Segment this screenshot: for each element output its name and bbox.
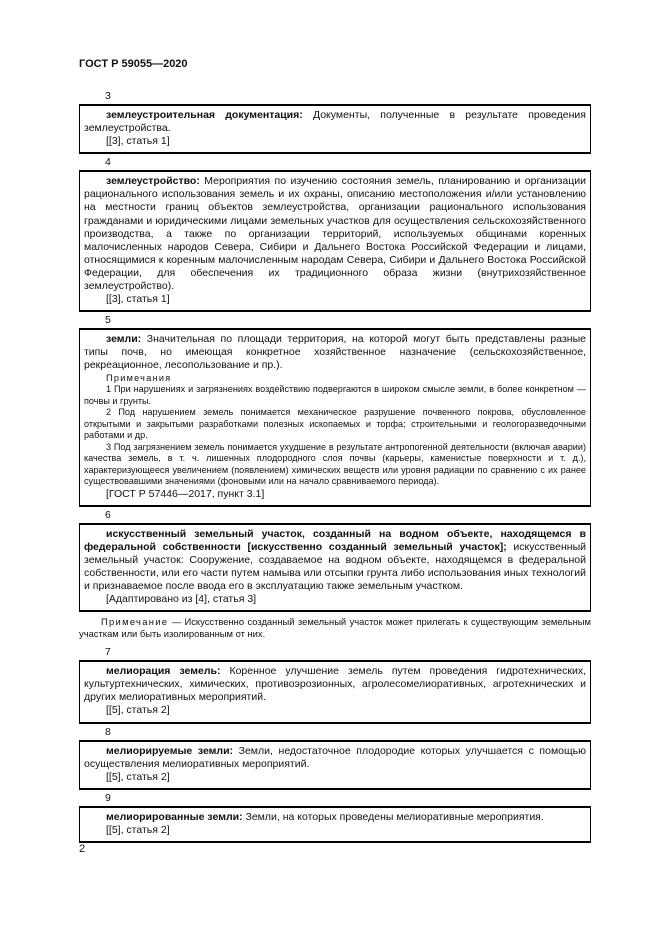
term-source: [[3], статья 1] bbox=[106, 293, 170, 306]
term-entry-box bbox=[79, 328, 591, 506]
term-source: [[3], статья 1] bbox=[106, 135, 170, 148]
page-number: 2 bbox=[79, 843, 86, 855]
entry-number: 4 bbox=[105, 156, 111, 169]
term-name: землеустройство: bbox=[106, 175, 200, 188]
term-definition: искусственный земельный участок: Сооружение, создаваемое на водном объекте, находящемся в федеральной собственности, или его части путем намыва или отсыпки грунта либо использования иных технологий и признаваемое после ввода его в эксплуатацию также земельным участком. bbox=[84, 540, 586, 592]
term-source: [[5], статья 2] bbox=[106, 823, 170, 836]
term-entry-box bbox=[79, 806, 591, 843]
term-definition: Значительная по площади территория, на которой могут быть представлены разные типы почв, но имеющая конкретное хозяйственное назначение (сельскохозяйственное, рекреационное, лесопользование и пр.). bbox=[84, 333, 586, 372]
term-name: земли: bbox=[106, 333, 142, 346]
term-name: мелиорированные земли: bbox=[106, 810, 243, 823]
entry-note bbox=[79, 616, 591, 640]
term-source: [ГОСТ Р 57446—2017, пункт 3.1] bbox=[106, 487, 265, 500]
entry-number: 6 bbox=[105, 508, 111, 521]
entry-number: 7 bbox=[105, 646, 111, 659]
term-entry-box bbox=[79, 740, 591, 790]
term-definition: Коренное улучшение земель путем проведения гидротехнических, культуртехнических, химических, противоэрозионных, агролесомелиоративных, агротехнических и других мелиоративных мероприятий. bbox=[84, 665, 586, 704]
notes-block bbox=[84, 373, 586, 488]
term-name: мелиорируемые земли: bbox=[106, 744, 234, 757]
term-entry-box bbox=[79, 104, 591, 154]
term-definition: Земли, недостаточное плодородие которых улучшается с помощью осуществления мелиоративных мероприятий. bbox=[84, 744, 586, 770]
term-entry-box bbox=[79, 660, 591, 723]
term-name: землеустроительная документация: bbox=[106, 109, 303, 121]
note-item: 1 При нарушениях и загрязнениях воздействию подвергаются в широком смысле земли, в более конкретном — почвы и грунты. bbox=[84, 384, 586, 406]
note-item: 3 Под загрязнением земель понимается ухудшение в результате антропогенной деятельности (включая аварии) качества земель, в т. ч. лишенных плодородного слоя почвы (карьеры, каменистые поверхности и т. д.), характеризующееся увеличением (появлением) химических веществ или уровня радиации по сравнению с их ранее существовавшими значениями (фоновыми или на начало сравниваемого периода). bbox=[84, 441, 586, 486]
term-source: [[5], статья 2] bbox=[106, 704, 170, 717]
document-header: ГОСТ Р 59055—2020 bbox=[79, 58, 188, 70]
entry-number: 9 bbox=[105, 791, 111, 804]
note-item: 2 Под нарушением земель понимается механическое разрушение почвенного покрова, обусловленное открытыми и закрытыми разработками полезных ископаемых и торфа; строительными и геологоразведочными работами и др. bbox=[84, 407, 586, 440]
terms-list bbox=[79, 90, 591, 845]
term-definition: Мероприятия по изучению состояния земель, планированию и организации рационального использования земель и их охраны, описанию местоположения и/или установлению на местности границ объектов землеустройства, организации рационального использования гражданами и юридическими лицами земельных участков для осуществления сельскохозяйственного производства, а также по организации территорий, используемых общинами коренных малочисленных народов Севера, Сибири и Дальнего Востока Российской Федерации и лицами, относящимися к коренным малочисленным народам Севера, Сибири и Дальнего Востока Российской Федерации, для обеспечения их традиционного образа жизни (внутрихозяйственное землеустройство). bbox=[84, 175, 586, 293]
term-definition: Документы, полученные в результате проведения землеустройства. bbox=[84, 109, 586, 135]
term-entry-box bbox=[79, 523, 591, 613]
term-source: [[5], статья 2] bbox=[106, 770, 170, 783]
term-entry-box bbox=[79, 170, 591, 312]
term-name: мелиорация земель: bbox=[106, 665, 221, 678]
entry-number: 8 bbox=[105, 725, 111, 738]
term-source: [Адаптировано из [4], статья 3] bbox=[106, 593, 257, 606]
notes-heading: Примечания bbox=[106, 372, 172, 383]
note-label: Примечание bbox=[101, 616, 169, 628]
entry-number: 3 bbox=[105, 90, 111, 102]
note-text: — Искусственно созданный земельный участок может прилегать к существующим земельным участкам или быть изолированным от них. bbox=[79, 616, 591, 640]
entry-number: 5 bbox=[105, 314, 111, 327]
term-definition: Земли, на которых проведены мелиоративные мероприятия. bbox=[242, 810, 544, 823]
term-name: искусственный земельный участок, созданный на водном объекте, находящемся в федеральной собственности [искусственно созданный земельный участок]; bbox=[84, 527, 586, 553]
